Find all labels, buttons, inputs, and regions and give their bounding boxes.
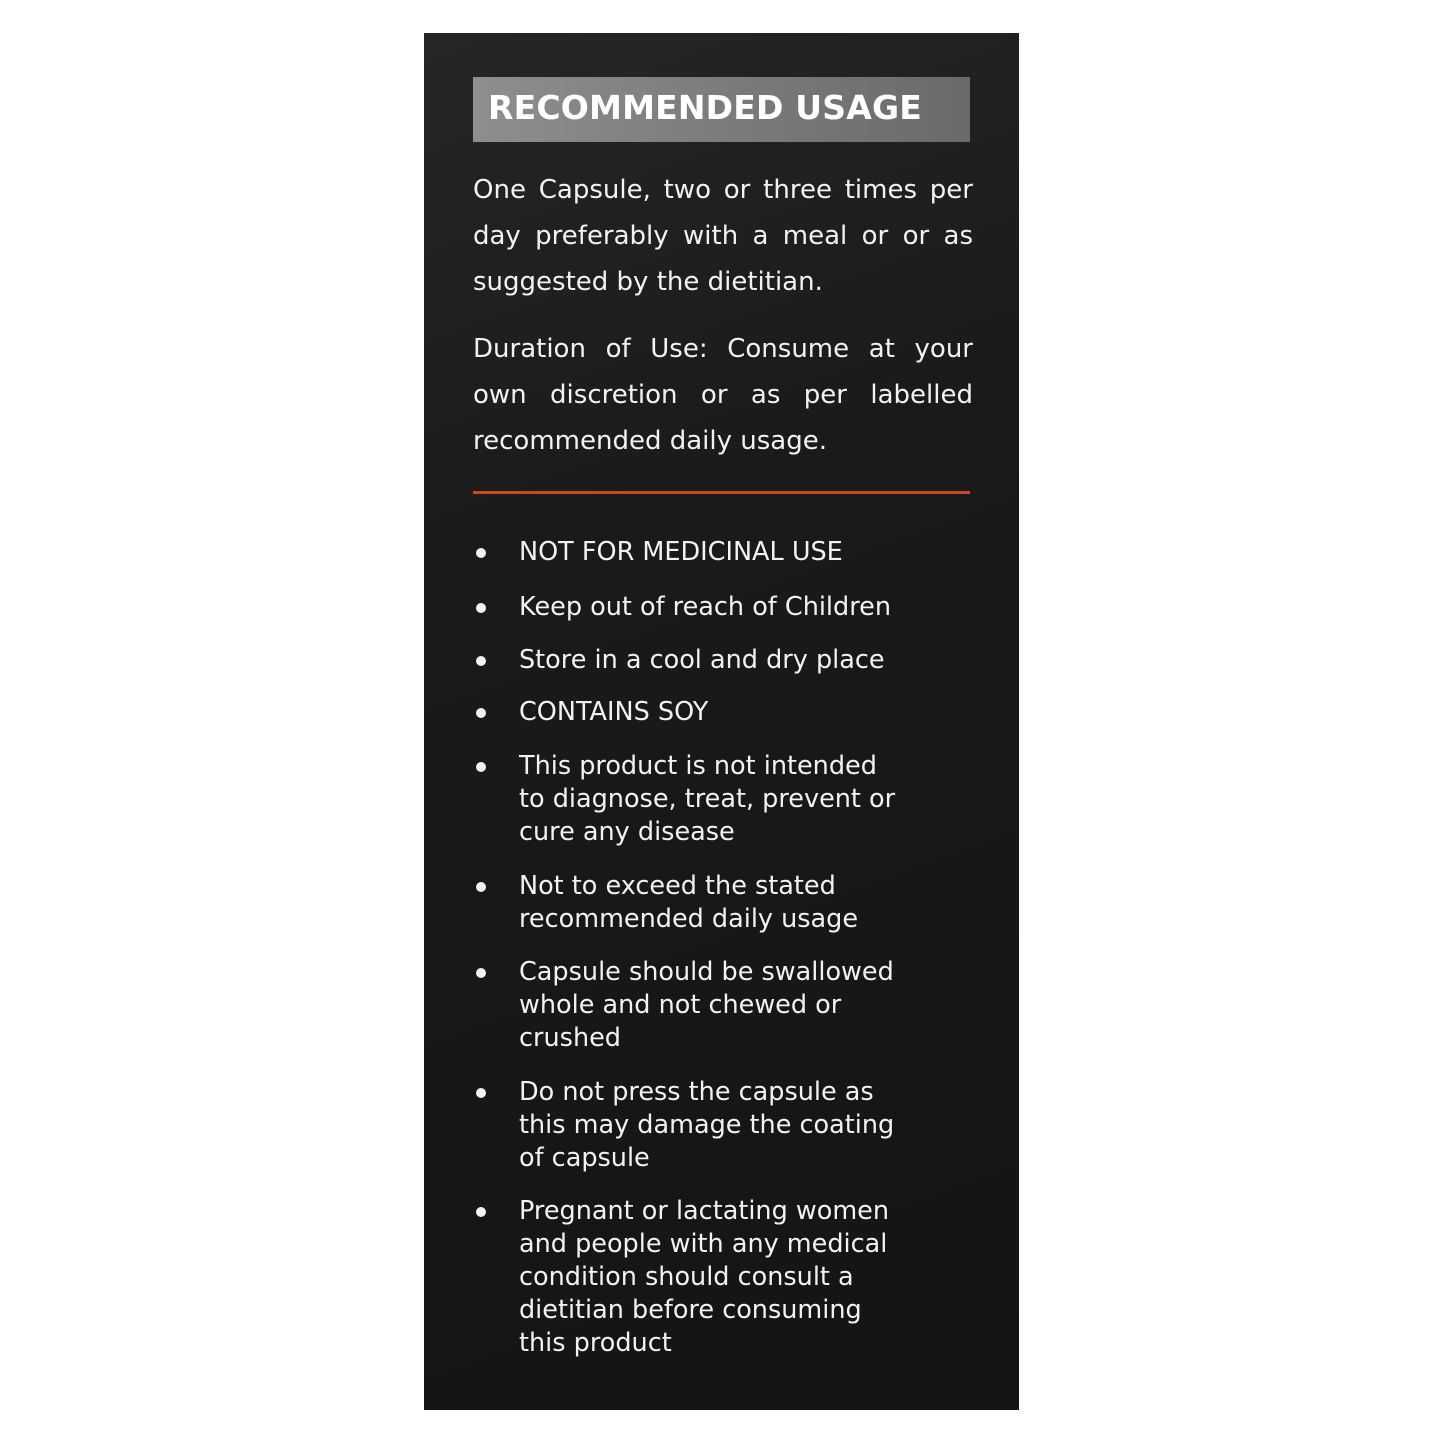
- warning-text: CONTAINS SOY: [519, 697, 709, 727]
- duration-paragraph: Duration of Use: Consume at your own discretion or as per labelled recommended daily usage.: [473, 334, 973, 456]
- bullet-icon: [476, 1088, 486, 1098]
- warning-text: Pregnant or lactating women and people with any medical condition should consult a dietitian before consuming this product: [519, 1196, 890, 1358]
- bullet-icon: [476, 762, 486, 772]
- warning-text: Not to exceed the stated recommended daily usage: [519, 871, 859, 934]
- bullet-icon: [476, 548, 486, 558]
- bullet-icon: [476, 656, 486, 666]
- bullet-icon: [476, 968, 486, 978]
- accent-divider: [473, 491, 970, 494]
- warning-text: Store in a cool and dry place: [519, 645, 885, 675]
- bullet-icon: [476, 882, 486, 892]
- warning-text: Capsule should be swallowed whole and not chewed or crushed: [519, 957, 894, 1053]
- warning-text: This product is not intended to diagnose, treat, prevent or cure any disease: [519, 751, 896, 847]
- bullet-icon: [476, 603, 486, 613]
- warning-text: Keep out of reach of Children: [519, 592, 891, 622]
- warning-text: NOT FOR MEDICINAL USE: [519, 537, 843, 567]
- usage-paragraph: One Capsule, two or three times per day preferably with a meal or or as suggested by the dietitian.: [473, 175, 973, 297]
- header-bar: [473, 77, 970, 142]
- bullet-icon: [476, 708, 486, 718]
- section-title: RECOMMENDED USAGE: [488, 88, 923, 127]
- bullet-icon: [476, 1207, 486, 1217]
- label-panel: [424, 33, 1019, 1410]
- warning-text: Do not press the capsule as this may damage the coating of capsule: [519, 1077, 895, 1173]
